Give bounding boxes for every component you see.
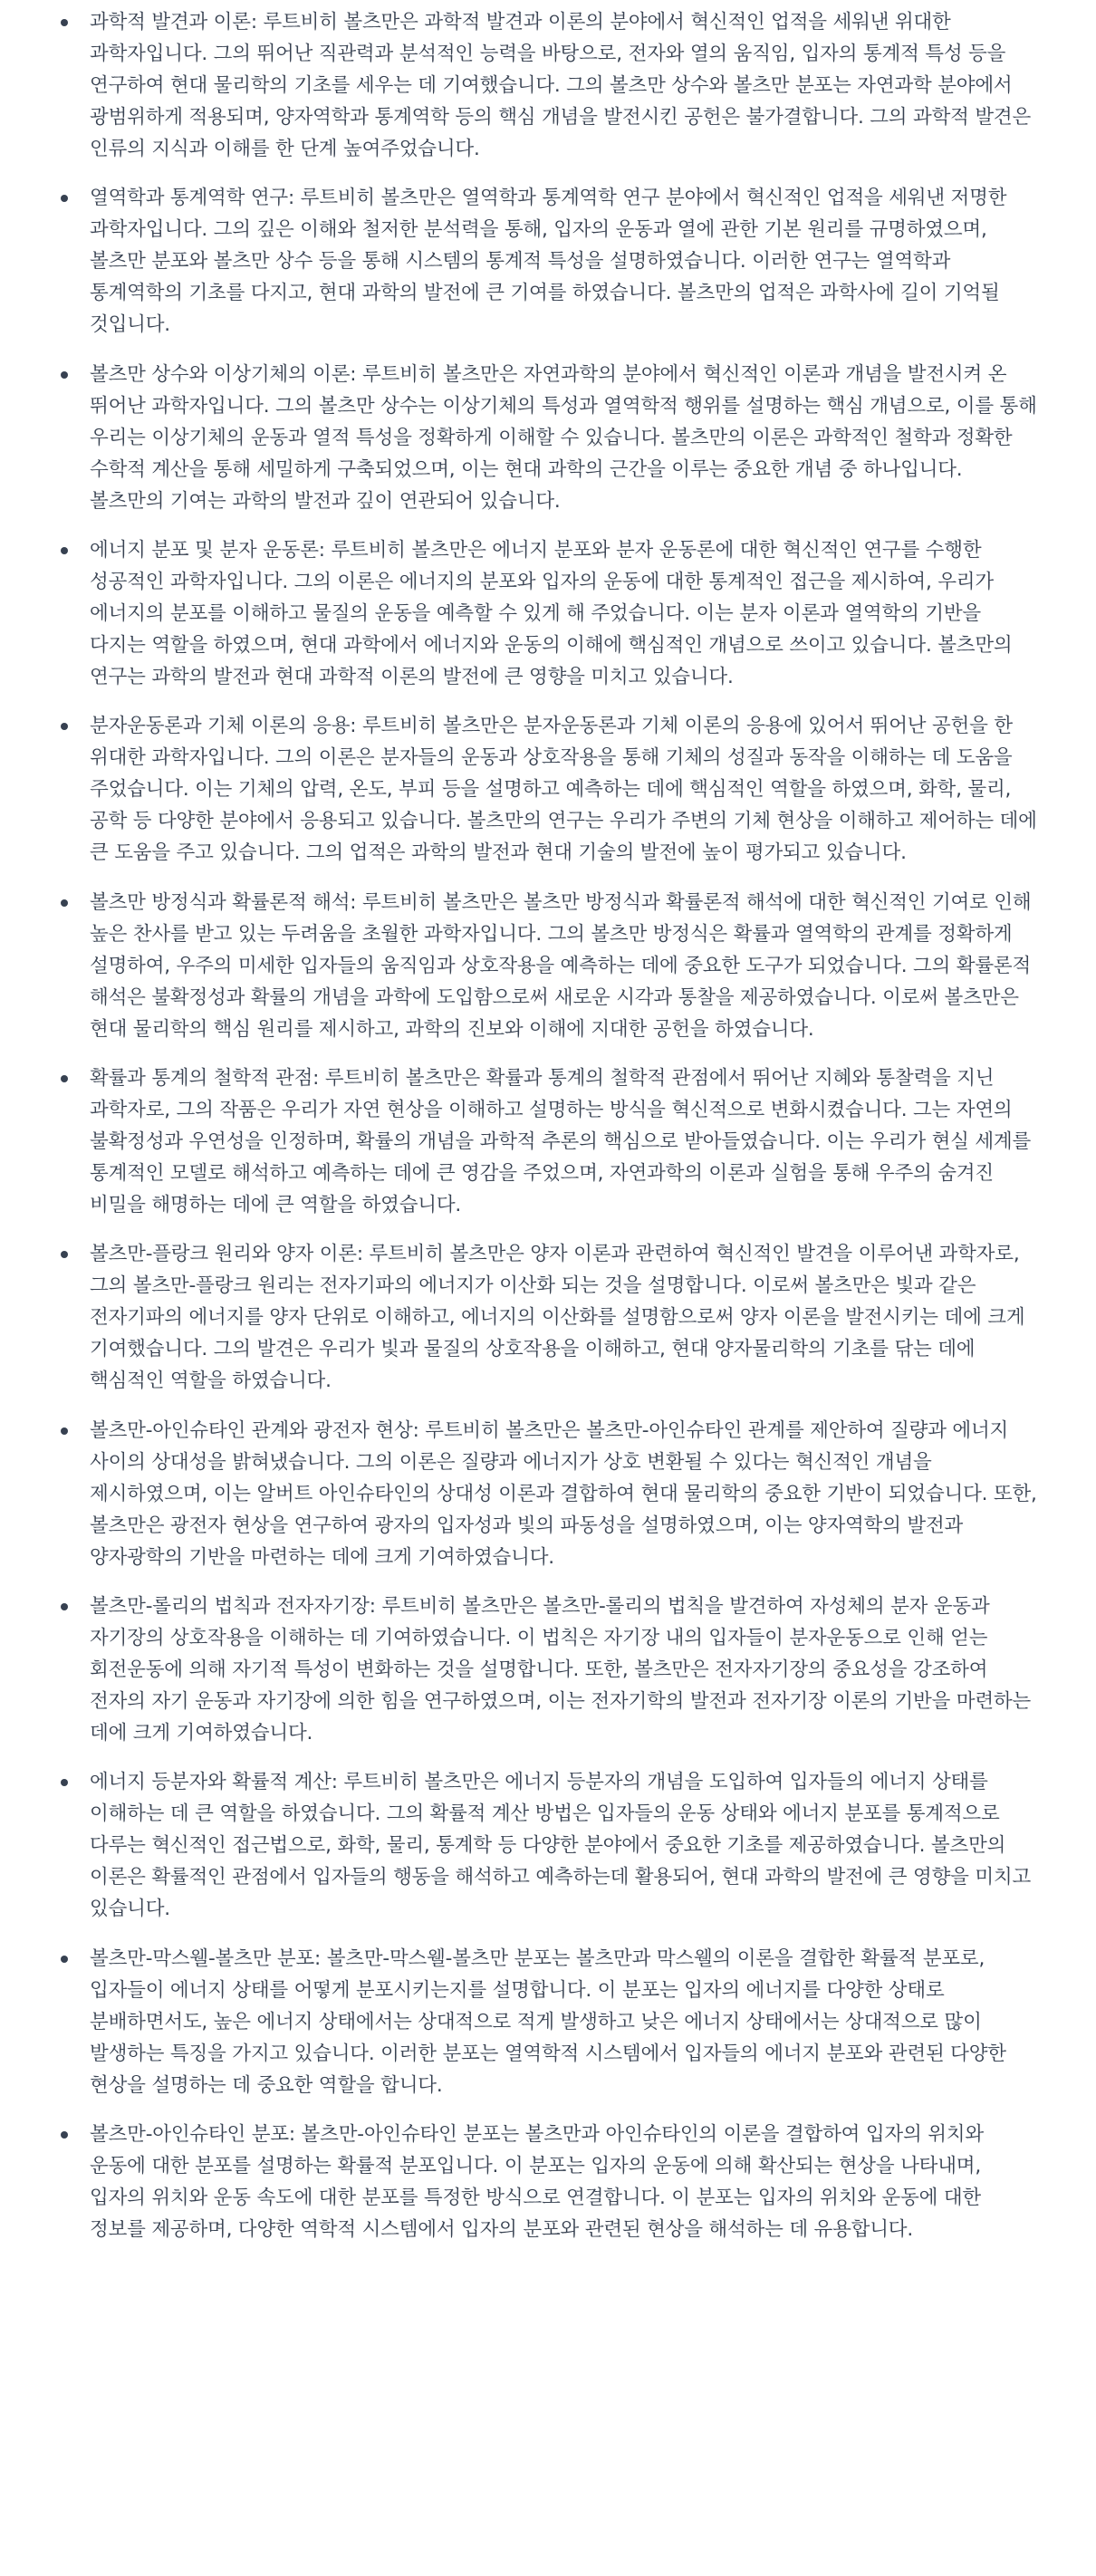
list-item-text: 과학적 발견과 이론: 루트비히 볼츠만은 과학적 발견과 이론의 분야에서 혁신적인 업적을 세워낸 위대한 과학자입니다. 그의 뛰어난 직관력과 분석적인 능력을 바탕으로, 전자와 열의 움직임, 입자의 통계적 특성 등을 연구하여 현대 물리학의 기초를 세우는 데 기여했습니다. 그의 볼츠만 상수와 볼츠만 분포는 자연과학 분야에서 광범위하게 적용되며, 양자역학과 통계역학 등의 핵심 개념을 발전시킨 공헌은 불가결합니다. 그의 과학적 발견은 인류의 지식과 이해를 한 단계 높여주었습니다. xyxy=(90,11,1032,160)
list-item xyxy=(0,887,1096,1045)
bullet-dot xyxy=(61,1251,68,1258)
list-item xyxy=(0,534,1096,693)
list-item-text: 볼츠만-롤리의 법칙과 전자자기장: 루트비히 볼츠만은 볼츠만-롤리의 법칙을 발견하여 자성체의 분자 운동과 자기장의 상호작용을 이해하는 데 기여하였습니다. 이 법칙은 자기장 내의 입자들이 분자운동으로 인해 얻는 회전운동에 의해 자기적 특성이 변화하는 것을 설명합니다. 또한, 볼츠만은 전자자기장의 중요성을 강조하여 전자의 자기 운동과 자기장에 의한 힘을 연구하였으며, 이는 전자기학의 발전과 전자기장 이론의 기반을 마련하는 데에 크게 기여하였습니다. xyxy=(90,1595,1032,1745)
list-item-text: 에너지 분포 및 분자 운동론: 루트비히 볼츠만은 에너지 분포와 분자 운동론에 대한 혁신적인 연구를 수행한 성공적인 과학자입니다. 그의 이론은 에너지의 분포와 입자의 운동에 대한 통계적인 접근을 제시하여, 우리가 에너지의 분포를 이해하고 물질의 운동을 예측할 수 있게 해 주었습니다. 이는 분자 이론과 열역학의 기반을 다지는 역할을 하였으며, 현대 과학에서 에너지와 운동의 이해에 핵심적인 개념으로 쓰이고 있습니다. 볼츠만의 연구는 과학의 발전과 현대 과학적 이론의 발전에 큰 영향을 미치고 있습니다. xyxy=(90,539,1013,688)
bullet-dot xyxy=(61,1956,68,1963)
list-item xyxy=(0,1766,1096,1925)
bullet-dot xyxy=(61,1075,68,1082)
list-item-text: 볼츠만-아인슈타인 관계와 광전자 현상: 루트비히 볼츠만은 볼츠만-아인슈타인 관계를 제안하여 질량과 에너지 사이의 상대성을 밝혀냈습니다. 그의 이론은 질량과 에너지가 상호 변환될 수 있다는 혁신적인 개념을 제시하였으며, 이는 알버트 아인슈타인의 상대성 이론과 결합하여 현대 물리학의 중요한 기반이 되었습니다. 또한, 볼츠만은 광전자 현상을 연구하여 광자의 입자성과 빛의 파동성을 설명하였으며, 이는 양자역학의 발전과 양자광학의 기반을 마련하는 데에 크게 기여하였습니다. xyxy=(90,1419,1037,1569)
list-item-text: 확률과 통계의 철학적 관점: 루트비히 볼츠만은 확률과 통계의 철학적 관점에서 뛰어난 지혜와 통찰력을 지닌 과학자로, 그의 작품은 우리가 자연 현상을 이해하고 설명하는 방식을 혁신적으로 변화시켰습니다. 그는 자연의 불확정성과 우연성을 인정하며, 확률의 개념을 과학적 추론의 핵심으로 받아들였습니다. 이는 우리가 현실 세계를 통계적인 모델로 해석하고 예측하는 데에 큰 영감을 주었으며, 자연과학의 이론과 실험을 통해 우주의 숨겨진 비밀을 해명하는 데에 큰 역할을 하였습니다. xyxy=(90,1067,1032,1216)
list-item-text: 볼츠만-아인슈타인 분포: 볼츠만-아인슈타인 분포는 볼츠만과 아인슈타인의 이론을 결합하여 입자의 위치와 운동에 대한 분포를 설명하는 확률적 분포입니다. 이 분포는 입자의 운동에 의해 확산되는 현상을 나타내며, 입자의 위치와 운동 속도에 대한 분포를 특정한 방식으로 연결합니다. 이 분포는 입자의 위치와 운동에 대한 정보를 제공하며, 다양한 역학적 시스템에서 입자의 분포와 관련된 현상을 해석하는 데 유용합니다. xyxy=(90,2123,984,2241)
bullet-dot xyxy=(61,195,68,202)
bullet-dot xyxy=(61,1427,68,1435)
list-item xyxy=(0,6,1096,165)
list-item-text: 볼츠만-플랑크 원리와 양자 이론: 루트비히 볼츠만은 양자 이론과 관련하여 혁신적인 발견을 이루어낸 과학자로, 그의 볼츠만-플랑크 원리는 전자기파의 에너지가 이산화 되는 것을 설명합니다. 이로써 볼츠만은 빛과 같은 전자기파의 에너지를 양자 단위로 이해하고, 에너지의 이산화를 설명함으로써 양자 이론을 발전시키는 데에 크게 기여했습니다. 그의 발견은 우리가 빛과 물질의 상호작용을 이해하고, 현대 양자물리학의 기초를 닦는 데에 핵심적인 역할을 하였습니다. xyxy=(90,1243,1025,1392)
list-item-text: 볼츠만 방정식과 확률론적 해석: 루트비히 볼츠만은 볼츠만 방정식과 확률론적 해석에 대한 혁신적인 기여로 인해 높은 찬사를 받고 있는 두려움을 초월한 과학자입니다. 그의 볼츠만 방정식은 확률과 열역학의 관계를 정확하게 설명하여, 우주의 미세한 입자들의 움직임과 상호작용을 예측하는 데에 중요한 도구가 되었습니다. 그의 확률론적 해석은 불확정성과 확률의 개념을 과학에 도입함으로써 새로운 시각과 통찰을 제공하였습니다. 이로써 볼츠만은 현대 물리학의 핵심 원리를 제시하고, 과학의 진보와 이해에 지대한 공헌을 하였습니다. xyxy=(90,891,1032,1041)
list-item xyxy=(0,359,1096,517)
list-item-text: 분자운동론과 기체 이론의 응용: 루트비히 볼츠만은 분자운동론과 기체 이론의 응용에 있어서 뛰어난 공헌을 한 위대한 과학자입니다. 그의 이론은 분자들의 운동과 상호작용을 통해 기체의 성질과 동작을 이해하는 데 도움을 주었습니다. 이는 기체의 압력, 온도, 부피 등을 설명하고 예측하는 데에 핵심적인 역할을 하였으며, 화학, 물리, 공학 등 다양한 분야에서 응용되고 있습니다. 볼츠만의 연구는 우리가 주변의 기체 현상을 이해하고 제어하는 데에 큰 도움을 주고 있습니다. 그의 업적은 과학의 발전과 현대 기술의 발전에 높이 평가되고 있습니다. xyxy=(90,715,1037,864)
bullet-dot xyxy=(61,1603,68,1610)
list-item xyxy=(0,710,1096,869)
list-item-text: 볼츠만-막스웰-볼츠만 분포: 볼츠만-막스웰-볼츠만 분포는 볼츠만과 막스웰의 이론을 결합한 확률적 분포로, 입자들이 에너지 상태를 어떻게 분포시키는지를 설명합니다. 이 분포는 입자의 에너지를 다양한 상태로 분배하면서도, 높은 에너지 상태에서는 상대적으로 적게 발생하고 낮은 에너지 상태에서는 상대적으로 많이 발생하는 특징을 가지고 있습니다. 이러한 분포는 열역학적 시스템에서 입자들의 에너지 분포와 관련된 다양한 현상을 설명하는 데 중요한 역할을 합니다. xyxy=(90,1947,1006,2097)
list-item-text: 열역학과 통계역학 연구: 루트비히 볼츠만은 열역학과 통계역학 연구 분야에서 혁신적인 업적을 세워낸 저명한 과학자입니다. 그의 깊은 이해와 철저한 분석력을 통해, 입자의 운동과 열에 관한 기본 원리를 규명하였으며, 볼츠만 분포와 볼츠만 상수 등을 통해 시스템의 통계적 특성을 설명하였습니다. 이러한 연구는 열역학과 통계역학의 기초를 다지고, 현대 과학의 발전에 큰 기여를 하였습니다. 볼츠만의 업적은 과학사에 길이 기억될 것입니다. xyxy=(90,187,1007,336)
bullet-list xyxy=(0,6,1096,2245)
list-item xyxy=(0,1238,1096,1397)
bullet-dot xyxy=(61,19,68,26)
bullet-dot xyxy=(61,1779,68,1786)
list-item xyxy=(0,1415,1096,1573)
list-item xyxy=(0,1943,1096,2101)
bullet-dot xyxy=(61,899,68,907)
list-item-text: 에너지 등분자와 확률적 계산: 루트비히 볼츠만은 에너지 등분자의 개념을 도입하여 입자들의 에너지 상태를 이해하는 데 큰 역할을 하였습니다. 그의 확률적 계산 방법은 입자들의 운동 상태와 에너지 분포를 통계적으로 다루는 혁신적인 접근법으로, 화학, 물리, 통계학 등 다양한 분야에서 중요한 기초를 제공하였습니다. 볼츠만의 이론은 확률적인 관점에서 입자들의 행동을 해석하고 예측하는데 활용되어, 현대 과학의 발전에 큰 영향을 미치고 있습니다. xyxy=(90,1771,1032,1920)
bullet-dot xyxy=(61,547,68,554)
list-item xyxy=(0,182,1096,341)
list-item xyxy=(0,1062,1096,1221)
document-content xyxy=(0,6,1096,2245)
list-item xyxy=(0,1591,1096,1749)
list-item-text: 볼츠만 상수와 이상기체의 이론: 루트비히 볼츠만은 자연과학의 분야에서 혁신적인 이론과 개념을 발전시켜 온 뛰어난 과학자입니다. 그의 볼츠만 상수는 이상기체의 특성과 열역학적 행위를 설명하는 핵심 개념으로, 이를 통해 우리는 이상기체의 운동과 열적 특성을 정확하게 이해할 수 있습니다. 볼츠만의 이론은 과학적인 철학과 정확한 수학적 계산을 통해 세밀하게 구축되었으며, 이는 현대 과학의 근간을 이루는 중요한 개념 중 하나입니다. 볼츠만의 기여는 과학의 발전과 깊이 연관되어 있습니다. xyxy=(90,363,1037,513)
bullet-dot xyxy=(61,2131,68,2139)
list-item xyxy=(0,2119,1096,2245)
bullet-dot xyxy=(61,371,68,379)
bullet-dot xyxy=(61,723,68,730)
